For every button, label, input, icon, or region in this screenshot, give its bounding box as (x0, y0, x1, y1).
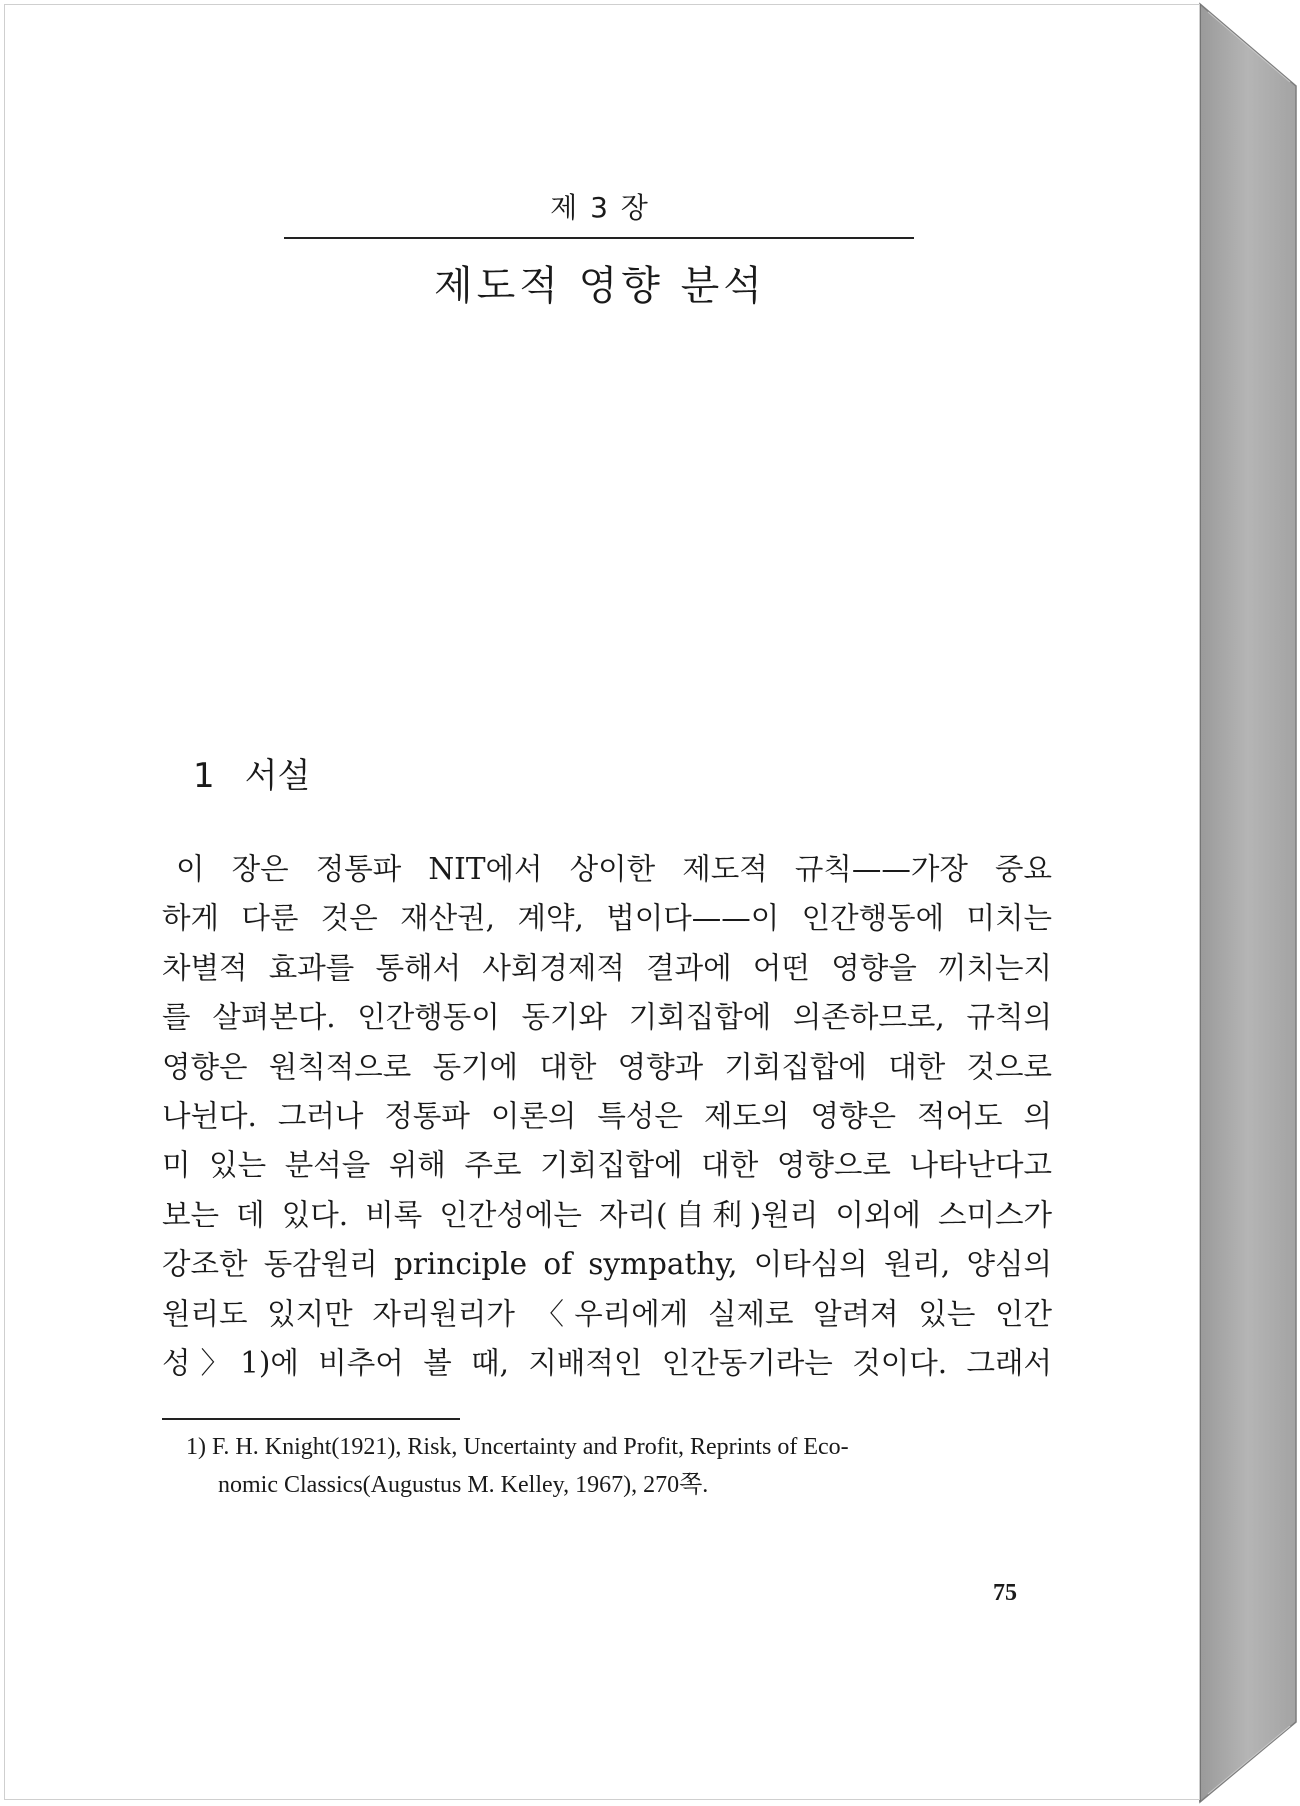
body-line: 나뉜다. 그러나 정통파 이론의 특성은 제도의 영향은 적어도 의 (162, 1099, 1052, 1134)
body-paragraph (162, 845, 1052, 1388)
body-line: 영향은 원칙적으로 동기에 대한 영향과 기회집합에 대한 것으로 (162, 1049, 1052, 1084)
body-line: 를 살펴본다. 인간행동이 동기와 기회집합에 의존하므로, 규칙의 (162, 1000, 1052, 1035)
section-title: 서설 (244, 756, 311, 796)
footnote-rule (162, 1418, 460, 1420)
chapter-title: 제도적 영향 분석 (434, 263, 766, 309)
body-line: 이 장은 정통파 NIT에서 상이한 제도적 규칙——가장 중요 (176, 852, 1052, 886)
body-line: 미 있는 분석을 위해 주로 기회집합에 대한 영향으로 나타난다고 (162, 1148, 1052, 1183)
section-heading (193, 748, 310, 797)
chapter-label: 제 3 장 (550, 191, 650, 224)
footnote-line: 1) F. H. Knight(1921), Risk, Uncertainty and Profit, Reprints of Eco- (186, 1434, 849, 1460)
section-number: 1 (193, 756, 215, 796)
body-line: 원리도 있지만 자리원리가 〈우리에게 실제로 알려져 있는 인간 (162, 1296, 1052, 1331)
body-line: 강조한 동감원리 principle of sympathy, 이타심의 원리, 양심의 (162, 1247, 1052, 1282)
body-line: 보는 데 있다. 비록 인간성에는 자리(自利)원리 이외에 스미스가 (162, 1197, 1052, 1232)
chapter-rule (284, 237, 914, 239)
page-number: 75 (993, 1580, 1017, 1606)
body-line: 성〉1)에 비추어 볼 때, 지배적인 인간동기라는 것이다. 그래서 (162, 1346, 1052, 1381)
body-line: 차별적 효과를 통해서 사회경제적 결과에 어떤 영향을 끼치는지 (162, 950, 1052, 985)
footnote (186, 1428, 1052, 1504)
body-line: 하게 다룬 것은 재산권, 계약, 법이다——이 인간행동에 미치는 (162, 901, 1052, 936)
footnote-line: nomic Classics(Augustus M. Kelley, 1967), 270쪽. (218, 1472, 709, 1498)
